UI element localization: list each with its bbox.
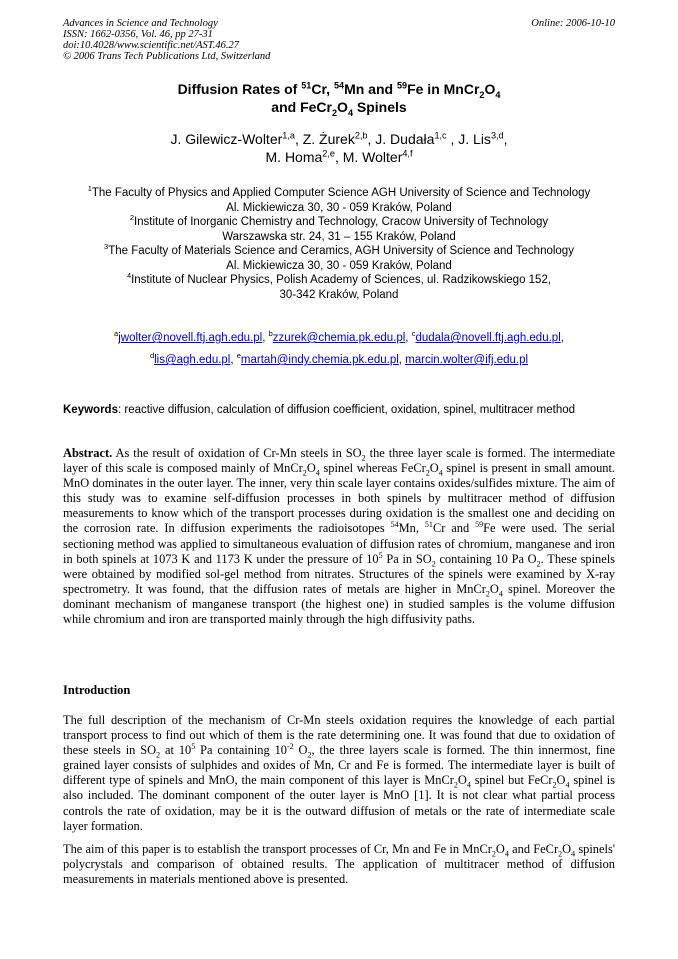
abstract-label: Abstract.: [63, 446, 113, 460]
intro-paragraph-1: The full description of the mechanism of Cr-Mn steels oxidation requires the knowledge of each partial transport process to find out which of them is the rate determining one. It was found that due to oxidation of these steels in $SO_2$ at $10^5$ Pa containing $10^{-2}$ $O_2$, the three layers scale is formed. The thin innermost, fine grained layer consists of sulphides and oxides of Mn, Cr and Fe is formed. The intermediate layer is built of different type of spinels and MnO, the main component of this layer is $MnCr_2O_4$ spinel but $FeCr_2O_4$ spinel is also included. The dominant component of the outer layer is MnO [1]. It is not clear what partial process controls the rate of oxidation, may be it is the outward diffusion of metals or the rate of intermediate scale layer formation.: [63, 713, 616, 833]
affiliations: $^1$The Faculty of Physics and Applied Computer Science AGH University of Science and Technology Al. Mickiewicza 30, 30 - 059 Kraków, Poland $^2$Institute of Inorganic Chemistry and Technology, Cracow University of Technology Warszawska str. 24, 31 – 155 Kraków, Poland $^3$The Faculty of Materials Science and Ceramics, AGH University of Science and Technology Al. Mickiewicza 30, 30 - 059 Kraków, Poland $^4$Institute of Nuclear Physics, Polish Academy of Sciences, ul. Radzikowskiego 152, 30-342 Kraków, Poland: [87, 184, 591, 301]
author-name: J. Dudała: [375, 131, 435, 147]
affiliation: Institute of Nuclear Physics, Polish Academy of Sciences, ul. Radzikowskiego 152,: [131, 274, 552, 286]
online-date: Online: 2006-10-10: [531, 18, 615, 29]
journal-name: Advances in Science and Technology: [63, 18, 218, 29]
affiliation: Institute of Inorganic Chemistry and Technology, Cracow University of Technology: [133, 216, 549, 228]
intro-paragraph-2: The aim of this paper is to establish the transport processes of Cr, Mn and Fe in $MnCr_2O_4$ and $FeCr_2O_4$ spinels' polycrystals and comparison of obtained results. The application of multitracer method of diffusion measurements in materials mentioned above is presented.: [63, 842, 615, 887]
abstract: Abstract. As the result of oxidation of Cr-Mn steels in $SO_2$ the three layer scale is formed. The intermediate layer of this scale is composed mainly of $MnCr_2O_4$ spinel whereas $FeCr_2O_4$ spinel is present in small amount. MnO dominates in the outer layer. The inner, very thin scale layer contains oxides/sulfides mixture. The aim of this study was to examine self-diffusion processes in both spinels by multitracer method of diffusion measurements to know which of the transport processes during oxidation is the smallest one and deciding on the corrosion rate. In diffusion experiments the radioisotopes $^{54}$Mn, $^{51}$Cr and $^{59}$Fe were used. The serial sectioning method was applied to simultaneous evaluation of diffusion rates of chromium, manganese and iron in both spinels at 1073 K and 1173 K under the pressure of $10^5$ Pa in $SO_2$ containing 10 Pa $O_2$. These spinels were obtained by modified sol-gel method from nitrates. Structures of the spinels were examined by X-ray spectrometry. It was found, that the diffusion rates of metals are higher in $MnCr_2O_4$ spinel. Moreover the dominant mechanism of manganese transport (the highest one) in studied samples is the volume diffusion while chromium and iron are transported mainly through the high diffusivity paths.: [63, 446, 616, 627]
author-name: J. Lis: [458, 131, 491, 147]
issn: ISSN: 1662-0356, Vol. 46, pp 27-31: [63, 29, 213, 40]
keywords: [63, 403, 615, 417]
email-link-e[interactable]: martah@indy.chemia.pk.edu.pl: [240, 354, 399, 366]
keywords-text: : reactive diffusion, calculation of diffusion coefficient, oxidation, spinel, multitracer method: [117, 404, 576, 416]
section-heading-introduction: Introduction: [63, 683, 131, 697]
paper-title: Diffusion Rates of $^{51}$Cr, $^{54}$Mn and $^{59}$Fe in $MnCr_2O_4$ and $FeCr_2O_4$ Spinels: [177, 80, 501, 118]
author-name: Z. Żurek: [302, 131, 355, 147]
copyright: © 2006 Trans Tech Publications Ltd, Switzerland: [63, 51, 271, 62]
running-header: [63, 18, 615, 62]
doi: doi:10.4028/www.scientific.net/AST.46.27: [63, 40, 240, 51]
email-list: $^a$jwolter@novell.ftj.agh.edu.pl, $^b$zzurek@chemia.pk.edu.pl, $^c$dudala@novell.ftj.agh.edu.pl, $^d$lis@agh.edu.pl, $^e$martah@indy.chemia.pk.edu.pl, marcin.wolter@ifj.edu.pl: [114, 329, 564, 366]
email-link-b[interactable]: zzurek@chemia.pk.edu.pl: [272, 332, 406, 344]
author-name: M. Homa: [265, 149, 323, 165]
author-list: J. Gilewicz-Wolter$^{1,a}$, Z. Żurek$^{2,b}$, J. Dudała$^{1,c}$ , J. Lis$^{3,d}$, M. Homa$^{2,e}$, M. Wolter$^{4,f}$: [170, 130, 508, 165]
email-link-a[interactable]: jwolter@novell.ftj.agh.edu.pl: [118, 332, 263, 344]
email-link-d[interactable]: lis@agh.edu.pl: [154, 354, 231, 366]
author-name: M. Wolter: [342, 149, 403, 165]
affiliation: The Faculty of Physics and Applied Computer Science AGH University of Science and Technology: [91, 187, 591, 199]
keywords-label: Keywords: [63, 404, 118, 416]
affiliation: The Faculty of Materials Science and Ceramics, AGH University of Science and Technology: [108, 245, 574, 257]
email-link-c[interactable]: dudala@novell.ftj.agh.edu.pl: [415, 332, 561, 344]
author-name: J. Gilewicz-Wolter: [170, 131, 283, 147]
email-link-f[interactable]: marcin.wolter@ifj.edu.pl: [405, 354, 529, 366]
